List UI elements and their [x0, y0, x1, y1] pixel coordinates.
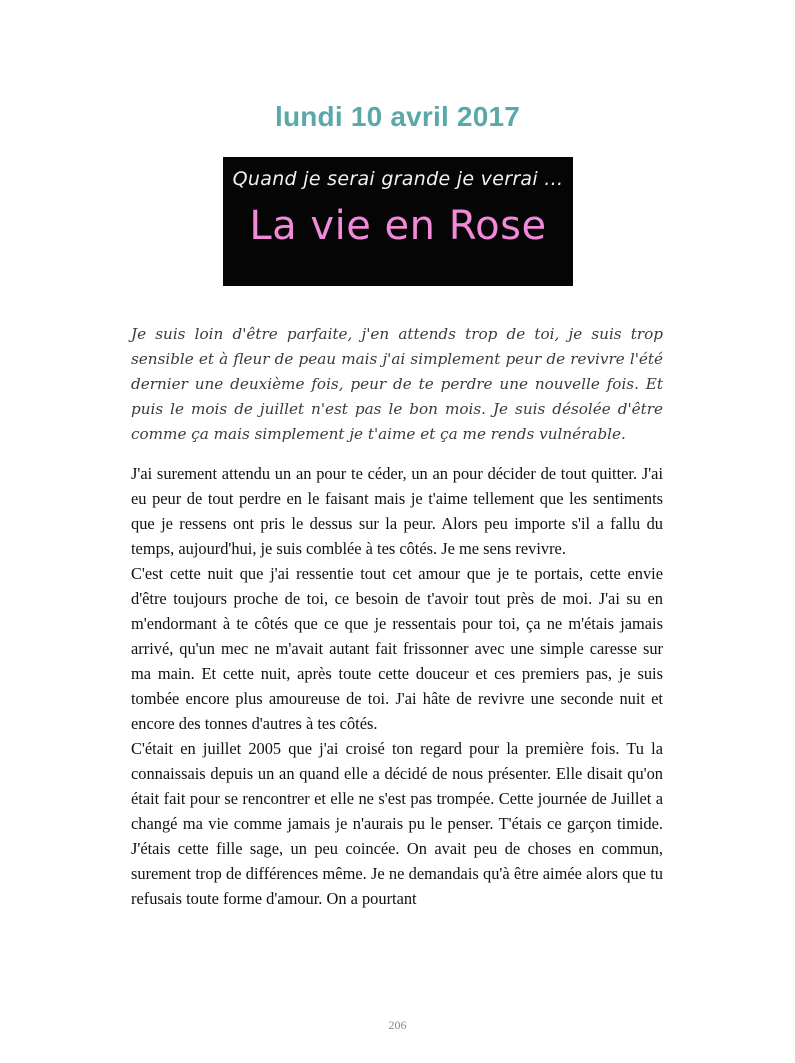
body-paragraph: C'était en juillet 2005 que j'ai croisé ton regard pour la première fois. Tu la connaissais depuis un an quand elle a décidé de nous présenter. Elle disait qu'on était fait pour se rencontrer et elle ne s'est pas trompée. Cette journée de Juillet a changé ma vie comme jamais je n'aurais pu le penser. T'étais ce garçon timide. J'étais cette fille sage, un peu coincée. On avait peu de choses en commun, surement trop de différences même. Je ne demandais qu'à être aimée alors que tu refusais toute forme d'amour. On a pourtant: [131, 739, 663, 908]
banner-caption-line2: La vie en Rose: [249, 203, 547, 249]
banner-image: [223, 157, 573, 286]
body-paragraph: J'ai surement attendu un an pour te céder, un an pour décider de tout quitter. J'ai eu peur de tout perdre en le faisant mais je t'aime tellement que les sentiments que je ressens ont pris le dessus sur la peur. Alors peu importe s'il a fallu du temps, aujourd'hui, je suis comblée à tes côtés. Je me sens revivre.: [131, 464, 663, 558]
body-text: [131, 461, 663, 911]
body-paragraph: C'est cette nuit que j'ai ressentie tout cet amour que je te portais, cette envie d'être toujours proche de toi, ce besoin de t'avoir tout près de moi. J'ai su en m'endormant à te côtés que ce que je ressentais pour toi, ça ne m'étais jamais arrivé, qu'un mec ne m'avait autant fait frissonner avec une simple caresse sur ma main. Et cette nuit, après toute cette douceur et ces premiers pas, je suis tombée encore plus amoureuse de toi. J'ai hâte de revivre une seconde nuit et encore des tonnes d'autres à tes côtés.: [131, 564, 663, 733]
banner-caption-line1: Quand je serai grande je verrai ...: [232, 168, 564, 190]
intro-paragraph: Je suis loin d'être parfaite, j'en attends trop de toi, je suis trop sensible et à fleur de peau mais j'ai simplement peur de revivre l'été dernier une deuxième fois, peur de te perdre une nouvelle fois. Et puis le mois de juillet n'est pas le bon mois. Je suis désolée d'être comme ça mais simplement je t'aime et ça me rends vulnérable.: [131, 325, 663, 443]
post-date-title: lundi 10 avril 2017: [274, 101, 521, 132]
page-number: 206: [388, 1018, 407, 1032]
